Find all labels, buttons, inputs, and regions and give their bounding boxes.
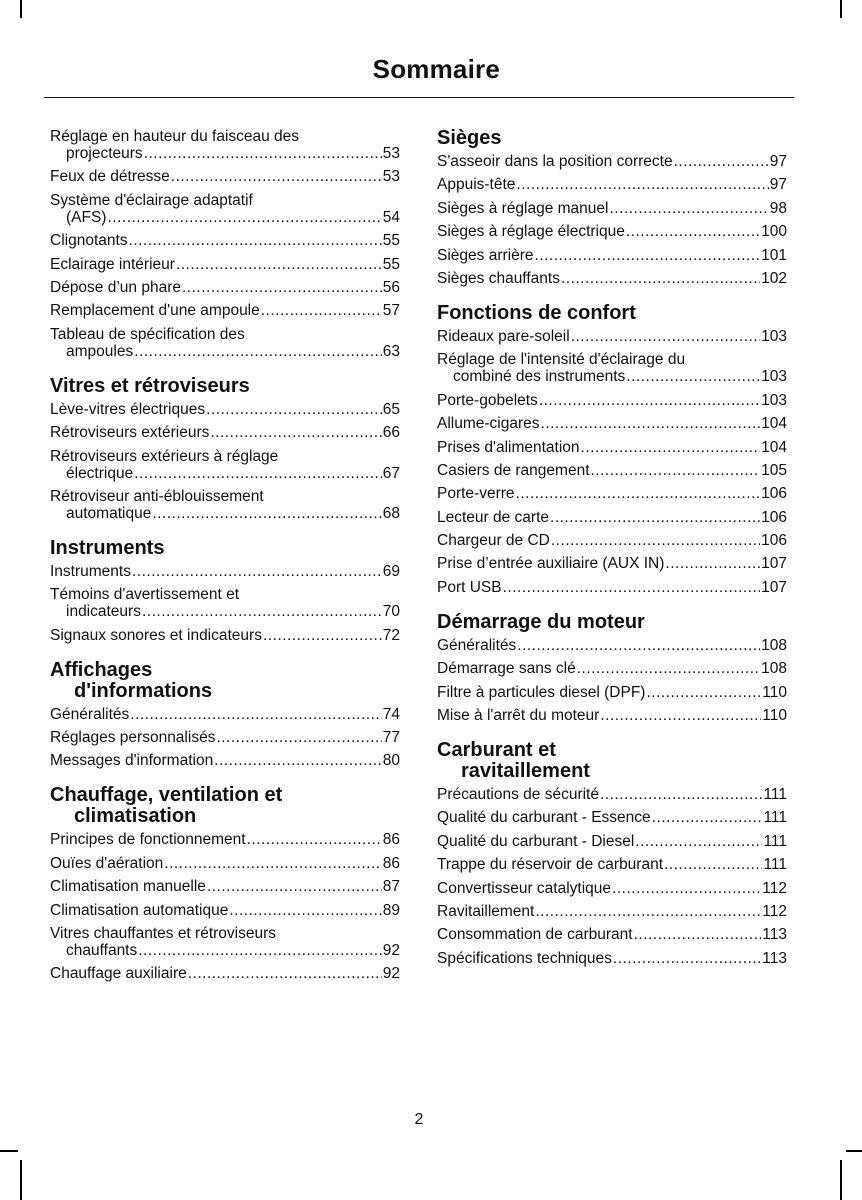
dot-leader bbox=[634, 926, 762, 943]
toc-page-number: 68 bbox=[382, 504, 400, 522]
crop-mark-bottom-left bbox=[20, 1160, 22, 1200]
toc-entry-specifications-techniques[interactable] bbox=[437, 950, 787, 967]
toc-entry-generalites[interactable] bbox=[437, 637, 787, 654]
section-heading-line: Instruments bbox=[50, 536, 165, 559]
toc-page-number: 112 bbox=[762, 902, 787, 920]
section-heading-line: Démarrage du moteur bbox=[437, 610, 645, 633]
toc-entry-appuis-tete[interactable] bbox=[437, 176, 787, 193]
toc-entry-signaux-sonores-et-indicateurs[interactable] bbox=[50, 627, 400, 644]
toc-page-number: 105 bbox=[761, 461, 787, 479]
toc-page-number: 67 bbox=[382, 464, 400, 482]
dot-leader bbox=[214, 752, 382, 769]
dot-leader bbox=[561, 270, 760, 287]
toc-page-number: 103 bbox=[761, 391, 787, 409]
toc-entry-projecteurs[interactable] bbox=[50, 128, 400, 162]
page-title: Sommaire bbox=[372, 54, 500, 84]
toc-entry-label: Port USB bbox=[437, 578, 502, 596]
toc-page-number: 54 bbox=[382, 208, 400, 226]
toc-entry-messages-d-information[interactable] bbox=[50, 752, 400, 769]
toc-entry-feux-de-detresse[interactable] bbox=[50, 168, 400, 185]
toc-entry-electrique[interactable] bbox=[50, 448, 400, 482]
dot-leader bbox=[247, 831, 382, 848]
toc-page-number: 57 bbox=[382, 302, 400, 320]
toc-page-number: 113 bbox=[762, 949, 787, 967]
toc-entry-precautions-de-securite[interactable] bbox=[437, 786, 787, 803]
dot-leader bbox=[581, 439, 761, 456]
toc-page-number: 53 bbox=[382, 168, 400, 186]
toc-entry-label: Ravitaillement bbox=[437, 902, 535, 920]
toc-entry-label: Sièges à réglage manuel bbox=[437, 199, 609, 217]
toc-page-number: 106 bbox=[761, 485, 787, 503]
toc-entry-label: ampoules bbox=[66, 342, 134, 360]
dot-leader bbox=[646, 684, 761, 701]
section-heading-line: Fonctions de confort bbox=[437, 301, 636, 324]
toc-entry-porte-verre[interactable] bbox=[437, 485, 787, 502]
toc-entry-casiers-de-rangement[interactable] bbox=[437, 462, 787, 479]
toc-page-number: 66 bbox=[382, 424, 400, 442]
toc-page-number: 113 bbox=[762, 926, 787, 944]
toc-entry-label: indicateurs bbox=[66, 603, 141, 621]
toc-entry-label: Prises d'alimentation bbox=[437, 438, 580, 456]
crop-mark-left-h bbox=[0, 1150, 18, 1152]
toc-entry-remplacement-d-une-ampoule[interactable] bbox=[50, 302, 400, 319]
toc-entry-label: Généralités bbox=[437, 636, 517, 654]
toc-entry-label: Instruments bbox=[50, 562, 131, 580]
toc-page-number: 56 bbox=[382, 278, 400, 296]
section-heading bbox=[50, 538, 400, 559]
toc-entry-label: Rideaux pare-soleil bbox=[437, 327, 570, 345]
toc-page-number: 100 bbox=[761, 223, 787, 241]
toc-entry-filtre-a-particules-diesel-dpf[interactable] bbox=[437, 684, 787, 701]
toc-entry-label: Qualité du carburant - Diesel bbox=[437, 832, 635, 850]
toc-entry-ouies-d-aeration[interactable] bbox=[50, 855, 400, 872]
toc-entry-text-line: Réglage en hauteur du faisceau des bbox=[50, 128, 300, 145]
toc-entry-label: Mise à l'arrêt du moteur bbox=[437, 707, 600, 725]
toc-page-number: 104 bbox=[761, 438, 787, 456]
dot-leader bbox=[176, 256, 382, 273]
toc-entry-retroviseurs-exterieurs[interactable] bbox=[50, 424, 400, 441]
toc-entry-principes-de-fonctionnement[interactable] bbox=[50, 831, 400, 848]
toc-page-number: 110 bbox=[762, 707, 787, 725]
toc-page-number: 111 bbox=[763, 856, 787, 874]
toc-entry-text-line: Réglage de l'intensité d'éclairage du bbox=[437, 351, 686, 369]
toc-entry-label: Feux de détresse bbox=[50, 168, 170, 186]
toc-entry-label: Appuis-tête bbox=[437, 176, 516, 194]
title-rule bbox=[44, 97, 794, 98]
dot-leader bbox=[664, 856, 762, 873]
toc-page-number: 111 bbox=[763, 786, 787, 804]
dot-leader bbox=[263, 627, 382, 644]
dot-leader bbox=[129, 232, 382, 249]
toc-entry-label: projecteurs bbox=[66, 145, 143, 162]
toc-page-number: 107 bbox=[761, 578, 787, 596]
toc-entry-convertisseur-catalytique[interactable] bbox=[437, 880, 787, 897]
dot-leader bbox=[216, 729, 381, 746]
toc-page-number: 69 bbox=[382, 562, 400, 580]
toc-entry-label: Précautions de sécurité bbox=[437, 786, 599, 804]
toc-page-number: 102 bbox=[761, 269, 787, 287]
toc-entry-text-line: Témoins d'avertissement et bbox=[50, 586, 240, 604]
toc-entry-label: Consommation de carburant bbox=[437, 926, 633, 944]
dot-leader bbox=[635, 833, 762, 850]
toc-entry-label: Ouïes d'aération bbox=[50, 854, 164, 872]
toc-entry-label: Généralités bbox=[50, 705, 130, 723]
dot-leader bbox=[609, 200, 768, 217]
dot-leader bbox=[600, 786, 762, 803]
dot-leader bbox=[612, 880, 761, 897]
toc-page-number: 98 bbox=[769, 199, 787, 217]
dot-leader bbox=[541, 415, 761, 432]
toc-entry-label: Prise d’entrée auxiliaire (AUX IN) bbox=[437, 555, 665, 573]
toc-page-number: 97 bbox=[769, 176, 787, 194]
toc-section bbox=[437, 303, 787, 596]
section-heading bbox=[50, 660, 400, 702]
toc-page-number: 104 bbox=[761, 415, 787, 433]
toc-entry-label: Climatisation automatique bbox=[50, 901, 229, 919]
toc-entry-porte-gobelets[interactable] bbox=[437, 392, 787, 409]
toc-entry-sieges-arriere[interactable] bbox=[437, 247, 787, 264]
toc-page-number: 72 bbox=[382, 626, 400, 644]
dot-leader bbox=[134, 465, 382, 482]
toc-section bbox=[437, 740, 787, 967]
dot-leader bbox=[665, 555, 760, 572]
toc-entry-mise-a-l-arret-du-moteur[interactable] bbox=[437, 707, 787, 724]
toc-entry-chargeur-de-cd[interactable] bbox=[437, 532, 787, 549]
crop-mark-bottom-right bbox=[840, 1160, 842, 1200]
toc-entry-label: Qualité du carburant - Essence bbox=[437, 809, 651, 827]
toc-entry-combine-des-instruments[interactable] bbox=[437, 351, 787, 385]
dot-leader bbox=[132, 563, 382, 580]
toc-entry-clignotants[interactable] bbox=[50, 232, 400, 249]
toc-entry-label: Lecteur de carte bbox=[437, 508, 550, 526]
toc-entry-label: Climatisation manuelle bbox=[50, 878, 206, 896]
toc-entry-text-line: Rétroviseur anti-éblouissement bbox=[50, 487, 264, 505]
section-heading-line: Carburant et bbox=[437, 739, 556, 762]
toc-page-number: 63 bbox=[382, 342, 400, 360]
toc-entry-label: Clignotants bbox=[50, 232, 128, 250]
toc-page-number: 92 bbox=[382, 942, 400, 960]
dot-leader bbox=[207, 878, 382, 895]
crop-mark-top-right bbox=[840, 0, 842, 18]
section-heading-line: Sièges bbox=[437, 127, 502, 149]
toc-left-column bbox=[50, 128, 400, 998]
dot-leader bbox=[674, 153, 769, 170]
toc-entry-indicateurs[interactable] bbox=[50, 586, 400, 620]
toc-entry-label: Porte-gobelets bbox=[437, 391, 538, 409]
toc-entry-allume-cigares[interactable] bbox=[437, 415, 787, 432]
dot-leader bbox=[152, 505, 381, 522]
toc-entry-text-line: Système d'éclairage adaptatif bbox=[50, 191, 253, 209]
dot-leader bbox=[613, 950, 761, 967]
toc-entry-leve-vitres-electriques[interactable] bbox=[50, 401, 400, 418]
toc-entry-label: Filtre à particules diesel (DPF) bbox=[437, 683, 646, 701]
dot-leader bbox=[516, 485, 761, 502]
dot-leader bbox=[571, 328, 760, 345]
toc-entry-eclairage-interieur[interactable] bbox=[50, 256, 400, 273]
dot-leader bbox=[503, 579, 761, 596]
toc-entry-label: automatique bbox=[66, 504, 152, 522]
section-heading-line: ravitaillement bbox=[461, 760, 590, 783]
dot-leader bbox=[130, 706, 381, 723]
toc-section bbox=[50, 785, 400, 982]
toc-entry-prises-d-alimentation[interactable] bbox=[437, 439, 787, 456]
toc-entry-s-asseoir-dans-la-position-correcte[interactable] bbox=[437, 153, 787, 170]
toc-entry-label: Allume-cigares bbox=[437, 415, 540, 433]
toc-entry-text-line: Vitres chauffantes et rétroviseurs bbox=[50, 925, 277, 943]
section-heading bbox=[50, 785, 400, 827]
page-number: 2 bbox=[414, 1111, 424, 1128]
toc-entry-label: Spécifications techniques bbox=[437, 949, 612, 967]
toc-entry-label: combiné des instruments bbox=[453, 368, 626, 386]
toc-entry-generalites[interactable] bbox=[50, 706, 400, 723]
toc-entry-label: Convertisseur catalytique bbox=[437, 879, 612, 897]
toc-entry-label: Sièges arrière bbox=[437, 246, 534, 264]
dot-leader bbox=[535, 903, 761, 920]
toc-entry-label: Eclairage intérieur bbox=[50, 255, 175, 273]
toc-entry-chauffants[interactable] bbox=[50, 925, 400, 959]
toc-page-number: 107 bbox=[761, 555, 787, 573]
toc-entry-climatisation-automatique[interactable] bbox=[50, 902, 400, 919]
toc-page-number: 70 bbox=[382, 603, 400, 621]
section-heading bbox=[50, 376, 400, 397]
toc-page-number: 112 bbox=[762, 879, 787, 897]
dot-leader bbox=[517, 637, 760, 654]
toc-page-number: 53 bbox=[382, 145, 400, 162]
toc-entry-label: (AFS) bbox=[66, 208, 107, 226]
toc-entry-label: Sièges chauffants bbox=[437, 269, 560, 287]
toc-page-number: 108 bbox=[761, 660, 787, 678]
toc-page-number: 106 bbox=[761, 532, 787, 550]
toc-entry-instruments[interactable] bbox=[50, 563, 400, 580]
dot-leader bbox=[539, 392, 760, 409]
toc-entry-label: Remplacement d'une ampoule bbox=[50, 302, 260, 320]
toc-entry-chauffage-auxiliaire[interactable] bbox=[50, 965, 400, 982]
toc-right-column bbox=[437, 128, 787, 983]
toc-section bbox=[50, 538, 400, 644]
toc-page-number: 110 bbox=[762, 683, 787, 701]
toc-page-number: 86 bbox=[382, 831, 400, 849]
dot-leader bbox=[591, 462, 761, 479]
dot-leader bbox=[142, 603, 382, 620]
section-heading bbox=[437, 303, 787, 324]
toc-entry-label: Trappe du réservoir de carburant bbox=[437, 856, 664, 874]
dot-leader bbox=[652, 809, 763, 826]
toc-entry-automatique[interactable] bbox=[50, 488, 400, 522]
toc-entry-reglages-personnalises[interactable] bbox=[50, 729, 400, 746]
toc-entry-label: Signaux sonores et indicateurs bbox=[50, 626, 262, 644]
dot-leader bbox=[577, 660, 760, 677]
toc-section bbox=[437, 612, 787, 724]
toc-entry-text-line: Tableau de spécification des bbox=[50, 325, 245, 343]
toc-entry-label: Casiers de rangement bbox=[437, 461, 590, 479]
dot-leader bbox=[626, 368, 760, 385]
toc-entry-ampoules[interactable] bbox=[50, 326, 400, 360]
toc-entry-label: Principes de fonctionnement bbox=[50, 831, 246, 849]
toc-entry-sieges-a-reglage-electrique[interactable] bbox=[437, 223, 787, 240]
dot-leader bbox=[210, 424, 381, 441]
toc-page-number: 111 bbox=[763, 809, 787, 827]
dot-leader bbox=[626, 223, 760, 240]
toc-page-number: 92 bbox=[382, 965, 400, 983]
toc-section bbox=[437, 128, 787, 287]
dot-leader bbox=[182, 279, 382, 296]
toc-entry-label: S'asseoir dans la position correcte bbox=[437, 153, 673, 170]
toc-entry-label: Lève-vitres électriques bbox=[50, 400, 206, 418]
toc-page-number: 87 bbox=[382, 878, 400, 896]
section-heading bbox=[437, 612, 787, 633]
dot-leader bbox=[164, 855, 381, 872]
dot-leader bbox=[261, 302, 382, 319]
section-heading bbox=[437, 128, 787, 149]
toc-entry-label: Chauffage auxiliaire bbox=[50, 965, 187, 983]
toc-page-number: 101 bbox=[761, 246, 787, 264]
dot-leader bbox=[134, 343, 382, 360]
toc-entry-text-line: Rétroviseurs extérieurs à réglage bbox=[50, 447, 279, 465]
toc-page-number: 111 bbox=[763, 832, 787, 850]
toc-page-number: 86 bbox=[382, 854, 400, 872]
crop-mark-top-left bbox=[20, 0, 22, 18]
dot-leader bbox=[171, 168, 382, 185]
dot-leader bbox=[188, 965, 382, 982]
section-heading-line: d'informations bbox=[74, 679, 213, 702]
toc-entry-climatisation-manuelle[interactable] bbox=[50, 878, 400, 895]
toc-entry-label: électrique bbox=[66, 464, 134, 482]
section-heading bbox=[437, 740, 787, 782]
toc-entry-label: chauffants bbox=[66, 942, 138, 960]
toc-entry-port-usb[interactable] bbox=[437, 579, 787, 596]
toc-page-number: 106 bbox=[761, 508, 787, 526]
toc-entry-prise-d-entree-auxiliaire-aux-in[interactable] bbox=[437, 555, 787, 572]
dot-leader bbox=[516, 176, 768, 193]
section-heading-line: climatisation bbox=[74, 805, 197, 828]
toc-page-number: 103 bbox=[761, 368, 787, 386]
dot-leader bbox=[144, 145, 382, 162]
toc-entry-label: Sièges à réglage électrique bbox=[437, 223, 625, 241]
dot-leader bbox=[206, 401, 382, 418]
toc-page-number: 65 bbox=[382, 400, 400, 418]
toc-entry-label: Réglages personnalisés bbox=[50, 729, 216, 747]
section-heading-line: Affichages bbox=[50, 658, 153, 681]
toc-page-number: 77 bbox=[382, 729, 400, 747]
dot-leader bbox=[107, 209, 381, 226]
dot-leader bbox=[600, 707, 761, 724]
toc-entry-rideaux-pare-soleil[interactable] bbox=[437, 328, 787, 345]
toc-entry-qualite-du-carburant-essence[interactable] bbox=[437, 809, 787, 826]
toc-entry-lecteur-de-carte[interactable] bbox=[437, 509, 787, 526]
section-heading-line: Chauffage, ventilation et bbox=[50, 784, 283, 807]
toc-entry-afs[interactable] bbox=[50, 192, 400, 226]
toc-entry-qualite-du-carburant-diesel[interactable] bbox=[437, 833, 787, 850]
toc-entry-trappe-du-reservoir-de-carburant[interactable] bbox=[437, 856, 787, 873]
toc-entry-consommation-de-carburant[interactable] bbox=[437, 926, 787, 943]
toc-entry-label: Rétroviseurs extérieurs bbox=[50, 424, 210, 442]
dot-leader bbox=[138, 942, 382, 959]
toc-page-number: 80 bbox=[382, 752, 400, 770]
toc-entry-label: Dépose d’un phare bbox=[50, 278, 181, 296]
toc-entry-demarrage-sans-cle[interactable] bbox=[437, 660, 787, 677]
toc-page-number: 89 bbox=[382, 901, 400, 919]
toc-entry-label: Messages d'information bbox=[50, 752, 214, 770]
dot-leader bbox=[551, 532, 760, 549]
toc-page-number: 103 bbox=[761, 327, 787, 345]
toc-entry-sieges-chauffants[interactable] bbox=[437, 270, 787, 287]
toc-entry-label: Porte-verre bbox=[437, 485, 515, 503]
toc-section bbox=[50, 660, 400, 770]
toc-section bbox=[50, 376, 400, 522]
toc-page-number: 97 bbox=[769, 153, 787, 170]
toc-entry-ravitaillement[interactable] bbox=[437, 903, 787, 920]
toc-section bbox=[50, 128, 400, 360]
section-heading-line: Vitres et rétroviseurs bbox=[50, 374, 250, 397]
toc-page-number: 55 bbox=[382, 255, 400, 273]
toc-page-number: 108 bbox=[761, 636, 787, 654]
dot-leader bbox=[550, 509, 760, 526]
toc-entry-label: Démarrage sans clé bbox=[437, 660, 576, 678]
toc-page-number: 55 bbox=[382, 232, 400, 250]
toc-page-number: 74 bbox=[382, 705, 400, 723]
toc-entry-sieges-a-reglage-manuel[interactable] bbox=[437, 200, 787, 217]
toc-entry-depose-d-un-phare[interactable] bbox=[50, 279, 400, 296]
crop-mark-right-h bbox=[846, 1150, 862, 1152]
toc-entry-label: Chargeur de CD bbox=[437, 532, 550, 550]
dot-leader bbox=[229, 902, 381, 919]
dot-leader bbox=[535, 247, 761, 264]
